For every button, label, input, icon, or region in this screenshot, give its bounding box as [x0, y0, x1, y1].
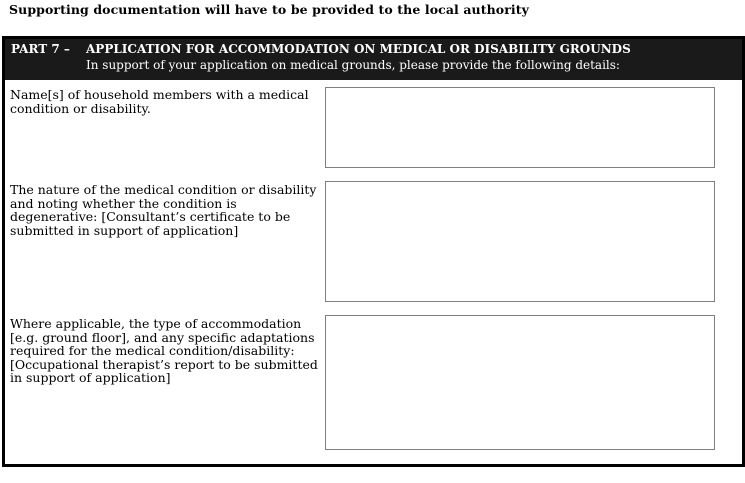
medical-condition-field[interactable] — [325, 181, 715, 302]
accommodation-type-label: Where applicable, the type of accommodation [e.g. ground floor], and any specific adaptations required for the medical condition/disability: [Occupational therapist’s report to be submitted in support of application] — [10, 316, 318, 385]
part-number: PART 7 – — [11, 42, 70, 56]
part-header — [5, 39, 742, 80]
supporting-documentation-notice: Supporting documentation will have to be provided to the local authority — [9, 2, 530, 17]
household-members-field[interactable] — [325, 87, 715, 168]
household-members-label: Name[s] of household members with a medical condition or disability. — [10, 87, 309, 116]
part-title: APPLICATION FOR ACCOMMODATION ON MEDICAL OR DISABILITY GROUNDS — [86, 42, 631, 56]
part-subtitle: In support of your application on medical grounds, please provide the following details: — [86, 58, 620, 72]
medical-condition-label: The nature of the medical condition or disability and noting whether the condition is degenerative: [Consultant’s certificate to be submitted in support of application] — [10, 182, 317, 238]
part-7-form-section — [2, 36, 745, 467]
accommodation-type-field[interactable] — [325, 315, 715, 450]
